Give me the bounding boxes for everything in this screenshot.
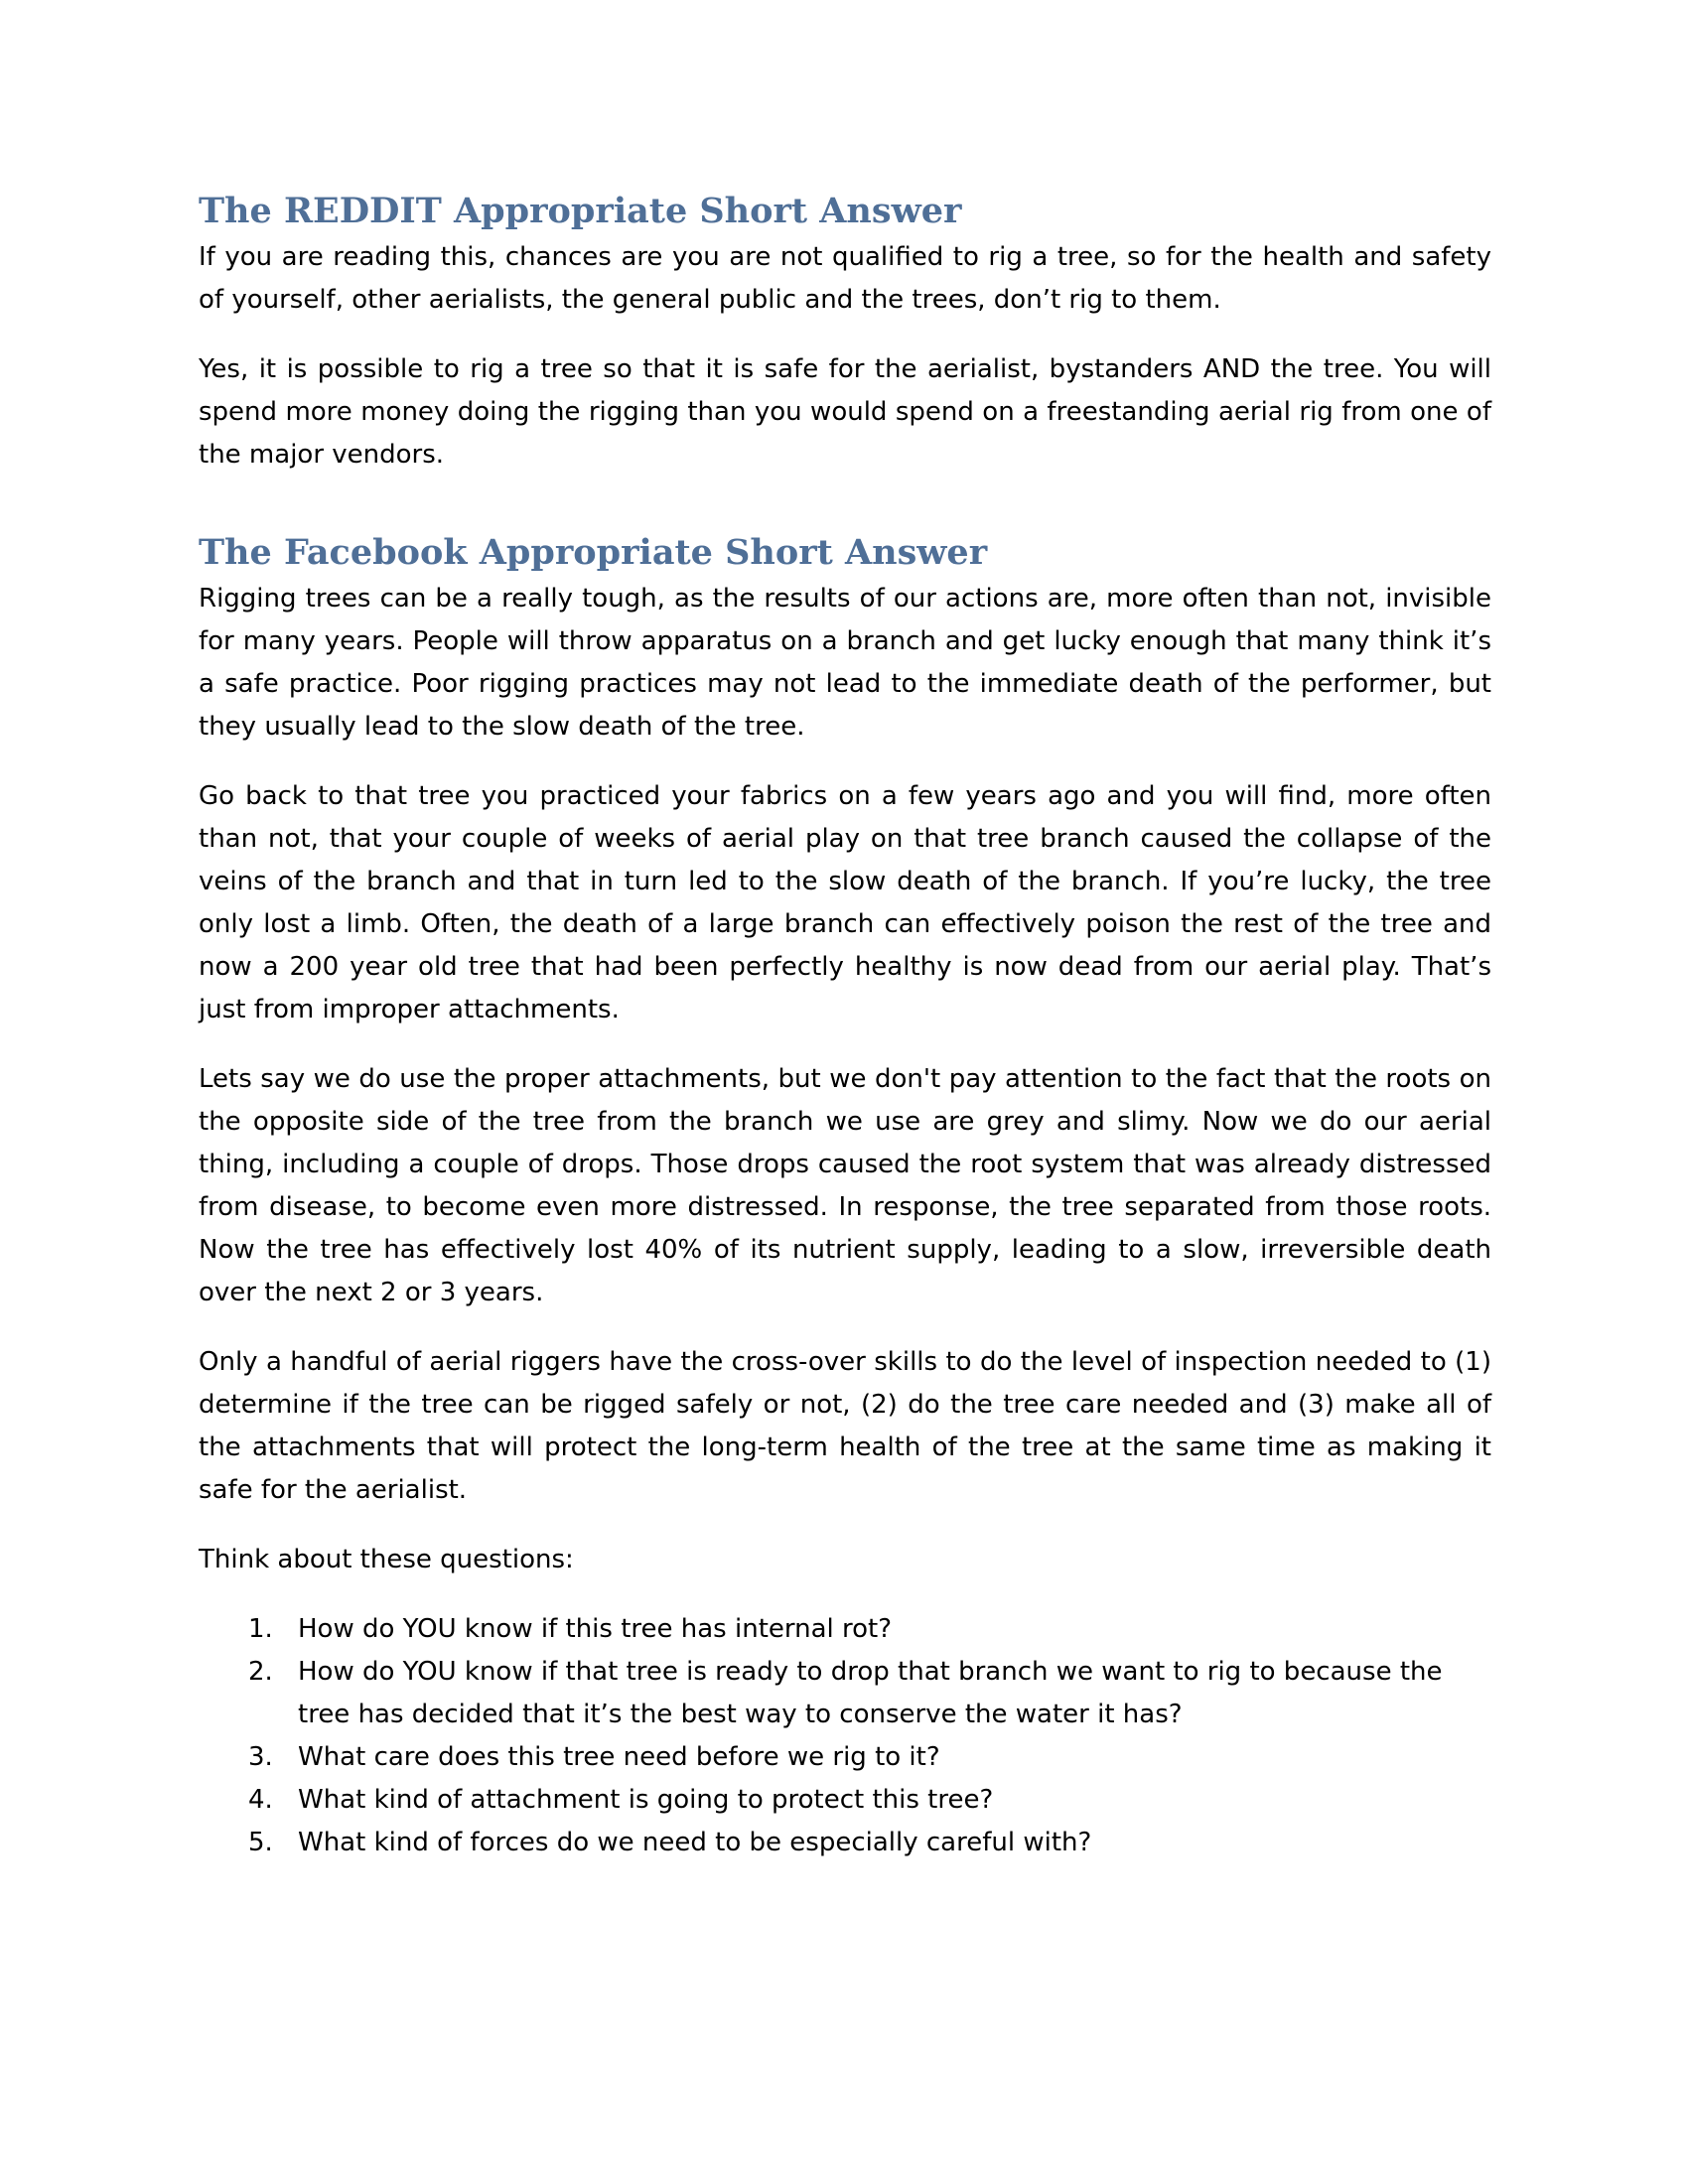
section-heading-reddit: The REDDIT Appropriate Short Answer (199, 191, 962, 231)
paragraph: Lets say we do use the proper attachments, but we don't pay attention to the fact that the roots on the opposite side of the tree from the branch we use are grey and slimy. Now we do our aerial thing, including a couple of drops. Those drops caused the root system that was already distressed from disease, to become even more distressed. In response, the tree separated from those roots. Now the tree has effectively lost 40% of its nutrient supply, leading to a slow, irreversible death over the next 2 or 3 years. (199, 1064, 1491, 1307)
list-item-text: What kind of forces do we need to be especially careful with? (298, 1828, 1092, 1857)
list-item-text: What care does this tree need before we rig to it? (298, 1742, 940, 1772)
list-item (199, 1736, 1491, 1779)
section-heading-facebook: The Facebook Appropriate Short Answer (199, 532, 988, 573)
paragraph: If you are reading this, chances are you are not qualified to rig a tree, so for the health and safety of yourself, other aerialists, the general public and the trees, don’t rig to them. (199, 242, 1491, 315)
list-item (199, 1608, 1491, 1651)
list-number: 1. (248, 1614, 273, 1644)
list-number: 5. (248, 1828, 273, 1857)
list-number: 3. (248, 1742, 273, 1772)
list-item (199, 1651, 1491, 1736)
list-item-text: How do YOU know if that tree is ready to drop that branch we want to rig to because the tree has decided that it’s the best way to conserve the water it has? (298, 1657, 1443, 1729)
document-page (199, 189, 1491, 1864)
list-item (199, 1822, 1491, 1864)
list-number: 2. (248, 1657, 273, 1687)
list-number: 4. (248, 1785, 273, 1815)
paragraph: Yes, it is possible to rig a tree so that it is safe for the aerialist, bystanders AND the tree. You will spend more money doing the rigging than you would spend on a freestanding aerial rig from one of the major vendors. (199, 354, 1491, 470)
list-item-text: How do YOU know if this tree has internal rot? (298, 1614, 893, 1644)
paragraph: Go back to that tree you practiced your fabrics on a few years ago and you will find, more often than not, that your couple of weeks of aerial play on that tree branch caused the collapse of the veins of the branch and that in turn led to the slow death of the branch. If you’re lucky, the tree only lost a limb. Often, the death of a large branch can effectively poison the rest of the tree and now a 200 year old tree that had been perfectly healthy is now dead from our aerial play. That’s just from improper attachments. (199, 781, 1491, 1024)
list-item-text: What kind of attachment is going to protect this tree? (298, 1785, 994, 1815)
list-item (199, 1779, 1491, 1822)
questions-list (199, 1608, 1491, 1864)
paragraph: Rigging trees can be a really tough, as the results of our actions are, more often than not, invisible for many years. People will throw apparatus on a branch and get lucky enough that many think it’s a safe practice. Poor rigging practices may not lead to the immediate death of the performer, but they usually lead to the slow death of the tree. (199, 584, 1491, 742)
questions-intro: Think about these questions: (199, 1545, 574, 1574)
paragraph: Only a handful of aerial riggers have the cross-over skills to do the level of inspection needed to (1) determine if the tree can be rigged safely or not, (2) do the tree care needed and (3) make all of the attachments that will protect the long-term health of the tree at the same time as making it safe for the aerialist. (199, 1347, 1491, 1505)
